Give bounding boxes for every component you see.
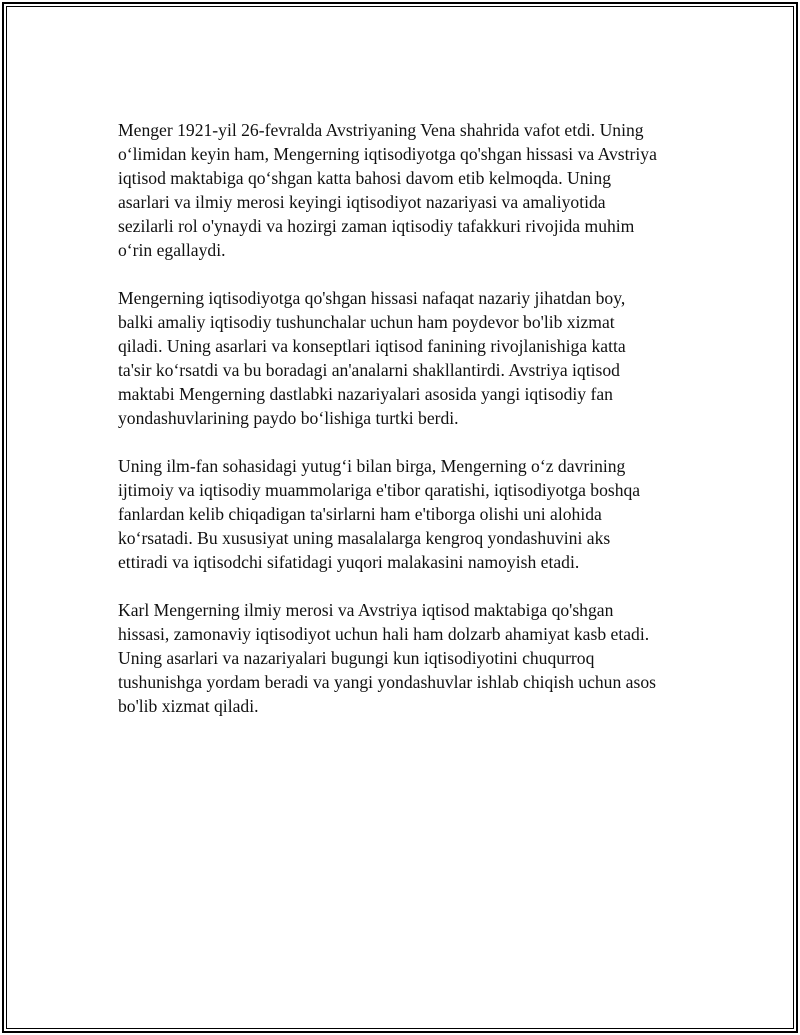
text-line: Uning ilm-fan sohasidagi yutug‘i bilan birga, Mengerning o‘z davrining	[118, 456, 626, 476]
text-line: Menger 1921-yil 26-fevralda Avstriyaning Vena shahrida vafot etdi. Uning	[118, 120, 644, 140]
text-line: balki amaliy iqtisodiy tushunchalar uchun ham poydevor bo'lib xizmat	[118, 312, 615, 332]
text-line: maktabi Mengerning dastlabki nazariyalari asosida yangi iqtisodiy fan	[118, 384, 613, 404]
text-line: sezilarli rol o'ynaydi va hozirgi zaman iqtisodiy tafakkuri rivojida muhim	[118, 216, 635, 236]
text-line: asarlari va ilmiy merosi keyingi iqtisodiyot nazariyasi va amaliyotida	[118, 192, 606, 212]
text-line: ta'sir ko‘rsatdi va bu boradagi an'analarni shakllantirdi. Avstriya iqtisod	[118, 360, 620, 380]
paragraph-3	[118, 454, 698, 574]
text-line: ko‘rsatadi. Bu xususiyat uning masalalarga kengroq yondashuvini aks	[118, 528, 611, 548]
text-line: bo'lib xizmat qiladi.	[118, 696, 259, 716]
paragraph-1	[118, 118, 698, 262]
text-line: Mengerning iqtisodiyotga qo'shgan hissasi nafaqat nazariy jihatdan boy,	[118, 288, 626, 308]
text-line: Karl Mengerning ilmiy merosi va Avstriya iqtisod maktabiga qo'shgan	[118, 600, 614, 620]
document-body	[118, 118, 698, 742]
text-line: Uning asarlari va nazariyalari bugungi kun iqtisodiyotini chuqurroq	[118, 648, 595, 668]
paragraph-2	[118, 286, 698, 430]
text-line: hissasi, zamonaviy iqtisodiyot uchun hali ham dolzarb ahamiyat kasb etadi.	[118, 624, 650, 644]
text-line: iqtisod maktabiga qo‘shgan katta bahosi davom etib kelmoqda. Uning	[118, 168, 612, 188]
text-line: ettiradi va iqtisodchi sifatidagi yuqori malakasini namoyish etadi.	[118, 552, 580, 572]
text-line: qiladi. Uning asarlari va konseptlari iqtisod fanining rivojlanishiga katta	[118, 336, 626, 356]
text-line: fanlardan kelib chiqadigan ta'sirlarni ham e'tiborga olishi uni alohida	[118, 504, 602, 524]
text-line: o‘limidan keyin ham, Mengerning iqtisodiyotga qo'shgan hissasi va Avstriya	[118, 144, 657, 164]
text-line: yondashuvlarining paydo bo‘lishiga turtki berdi.	[118, 408, 459, 428]
text-line: o‘rin egallaydi.	[118, 240, 226, 260]
paragraph-4	[118, 598, 698, 718]
text-line: tushunishga yordam beradi va yangi yondashuvlar ishlab chiqish uchun asos	[118, 672, 656, 692]
text-line: ijtimoiy va iqtisodiy muammolariga e'tibor qaratishi, iqtisodiyotga boshqa	[118, 480, 641, 500]
